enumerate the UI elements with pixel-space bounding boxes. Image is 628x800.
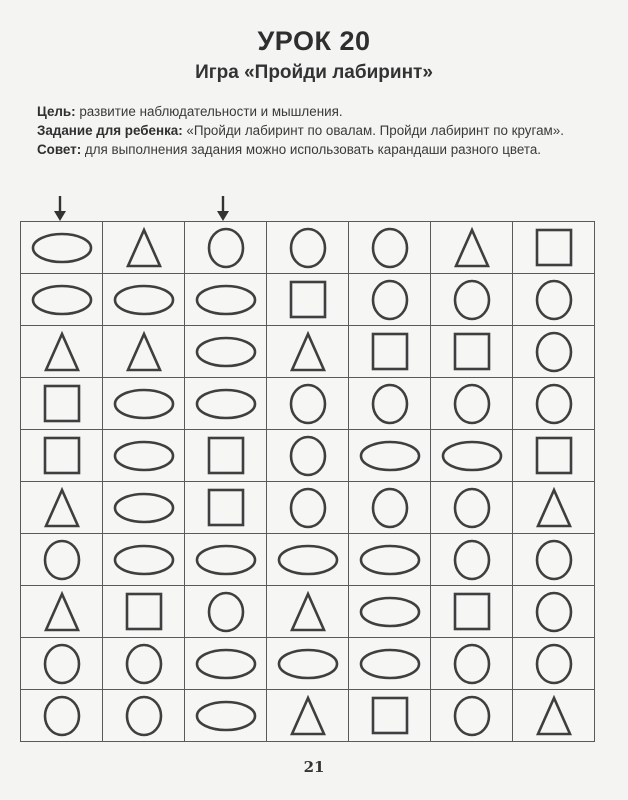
maze-cell-circle[interactable] [431, 534, 513, 586]
triangle-icon [30, 330, 94, 374]
square-icon [358, 694, 422, 738]
maze-cell-square[interactable] [431, 326, 513, 378]
circle-icon [358, 226, 422, 270]
triangle-icon [440, 226, 504, 270]
circle-icon [30, 694, 94, 738]
game-title: Игра «Пройди лабиринт» [195, 62, 433, 83]
maze-cell-circle[interactable] [21, 534, 103, 586]
maze-cell-circle[interactable] [21, 690, 103, 742]
maze-cell-circle[interactable] [431, 274, 513, 326]
maze-cell-oval[interactable] [103, 534, 185, 586]
task-paragraph [20, 121, 586, 140]
maze-row [21, 690, 595, 742]
maze-cell-oval[interactable] [267, 638, 349, 690]
maze-cell-triangle[interactable] [267, 690, 349, 742]
maze-cell-oval[interactable] [349, 430, 431, 482]
maze-cell-square[interactable] [513, 430, 595, 482]
maze-cell-oval[interactable] [103, 482, 185, 534]
circle-icon [276, 486, 340, 530]
maze-cell-circle[interactable] [103, 638, 185, 690]
square-icon [358, 330, 422, 374]
maze-cell-oval[interactable] [185, 326, 267, 378]
oval-icon [30, 226, 94, 270]
oval-icon [358, 538, 422, 582]
maze-cell-circle[interactable] [21, 638, 103, 690]
maze-cell-circle[interactable] [431, 690, 513, 742]
triangle-icon [276, 330, 340, 374]
maze-cell-circle[interactable] [513, 638, 595, 690]
task-label: Задание для ребенка: [37, 123, 183, 138]
maze-cell-circle[interactable] [431, 378, 513, 430]
circle-icon [440, 694, 504, 738]
maze-cell-oval[interactable] [103, 274, 185, 326]
maze-row [21, 586, 595, 638]
oval-icon [112, 434, 176, 478]
maze-cell-square[interactable] [21, 430, 103, 482]
maze-cell-oval[interactable] [349, 638, 431, 690]
maze-cell-oval[interactable] [21, 274, 103, 326]
maze-cell-circle[interactable] [185, 222, 267, 274]
oval-icon [194, 382, 258, 426]
oval-icon [112, 538, 176, 582]
circle-icon [522, 382, 586, 426]
page-number: 21 [303, 758, 325, 776]
circle-icon [522, 538, 586, 582]
tip-label: Совет: [37, 142, 82, 157]
maze-cell-oval[interactable] [185, 274, 267, 326]
maze-cell-square[interactable] [267, 274, 349, 326]
circle-icon [276, 434, 340, 478]
oval-icon [194, 694, 258, 738]
maze-cell-square[interactable] [185, 482, 267, 534]
circle-icon [522, 642, 586, 686]
maze-cell-oval[interactable] [185, 534, 267, 586]
maze-row [21, 534, 595, 586]
circle-icon [112, 642, 176, 686]
maze-row [21, 638, 595, 690]
maze-cell-square[interactable] [431, 586, 513, 638]
goal-text: развитие наблюдательности и мышления. [75, 104, 343, 119]
maze-cell-oval[interactable] [185, 378, 267, 430]
oval-icon [276, 538, 340, 582]
maze-cell-oval[interactable] [21, 222, 103, 274]
triangle-icon [30, 590, 94, 634]
maze-cell-circle[interactable] [513, 586, 595, 638]
maze-cell-circle[interactable] [513, 274, 595, 326]
maze-cell-circle[interactable] [431, 482, 513, 534]
maze-cell-circle[interactable] [267, 430, 349, 482]
maze-row [21, 326, 595, 378]
maze-cell-triangle[interactable] [103, 222, 185, 274]
circle-icon [30, 642, 94, 686]
oval-icon [276, 642, 340, 686]
maze-cell-oval[interactable] [267, 534, 349, 586]
square-icon [440, 330, 504, 374]
oval-icon [112, 278, 176, 322]
square-icon [194, 486, 258, 530]
maze-cell-oval[interactable] [185, 638, 267, 690]
maze-row [21, 482, 595, 534]
circle-icon [522, 330, 586, 374]
oval-icon [194, 538, 258, 582]
square-icon [30, 434, 94, 478]
square-icon [112, 590, 176, 634]
maze-cell-square[interactable] [185, 430, 267, 482]
maze-cell-triangle[interactable] [267, 326, 349, 378]
triangle-icon [30, 486, 94, 530]
square-icon [194, 434, 258, 478]
maze-cell-triangle[interactable] [21, 586, 103, 638]
maze-cell-square[interactable] [513, 222, 595, 274]
arrow-down-icon [53, 196, 67, 222]
tip-text: для выполнения задания можно использовать карандаши разного цвета. [81, 142, 541, 157]
maze-cell-circle[interactable] [349, 274, 431, 326]
circle-icon [358, 382, 422, 426]
maze-cell-square[interactable] [349, 326, 431, 378]
tip-paragraph [20, 140, 586, 159]
square-icon [440, 590, 504, 634]
maze-cell-oval[interactable] [103, 430, 185, 482]
maze-row [21, 222, 595, 274]
oval-icon [194, 278, 258, 322]
maze-cell-circle[interactable] [185, 586, 267, 638]
oval-icon [194, 642, 258, 686]
circle-icon [358, 278, 422, 322]
maze-cell-circle[interactable] [349, 378, 431, 430]
circle-icon [440, 382, 504, 426]
maze-cell-square[interactable] [349, 690, 431, 742]
maze-cell-oval[interactable] [103, 378, 185, 430]
circle-icon [276, 226, 340, 270]
goal-paragraph [20, 102, 586, 121]
lesson-title: УРОК 20 [257, 26, 371, 56]
maze-cell-triangle[interactable] [21, 482, 103, 534]
maze-cell-oval[interactable] [349, 586, 431, 638]
circle-icon [276, 382, 340, 426]
maze-cell-square[interactable] [103, 586, 185, 638]
triangle-icon [522, 694, 586, 738]
oval-icon [30, 278, 94, 322]
maze-cell-circle[interactable] [267, 378, 349, 430]
circle-icon [522, 590, 586, 634]
maze-row [21, 430, 595, 482]
oval-icon [358, 434, 422, 478]
oval-icon [358, 642, 422, 686]
circle-icon [440, 642, 504, 686]
circle-icon [194, 226, 258, 270]
maze-cell-triangle[interactable] [21, 326, 103, 378]
maze-row [21, 378, 595, 430]
arrow-down-icon [216, 196, 230, 222]
maze-cell-triangle[interactable] [513, 690, 595, 742]
maze-cell-triangle[interactable] [431, 222, 513, 274]
circle-icon [522, 278, 586, 322]
maze-cell-circle[interactable] [349, 222, 431, 274]
maze-cell-circle[interactable] [103, 690, 185, 742]
triangle-icon [522, 486, 586, 530]
maze-cell-circle[interactable] [267, 222, 349, 274]
maze-row [21, 274, 595, 326]
instructions [20, 102, 586, 159]
circle-icon [440, 278, 504, 322]
maze-cell-triangle[interactable] [103, 326, 185, 378]
circle-icon [30, 538, 94, 582]
triangle-icon [112, 226, 176, 270]
maze-grid [20, 221, 595, 742]
square-icon [30, 382, 94, 426]
maze-cell-circle[interactable] [267, 482, 349, 534]
oval-icon [358, 590, 422, 634]
maze-cell-triangle[interactable] [267, 586, 349, 638]
triangle-icon [276, 694, 340, 738]
maze-cell-circle[interactable] [431, 638, 513, 690]
maze-cell-circle[interactable] [513, 378, 595, 430]
circle-icon [440, 538, 504, 582]
circle-icon [440, 486, 504, 530]
maze-cell-oval[interactable] [431, 430, 513, 482]
goal-label: Цель: [37, 104, 76, 119]
oval-icon [112, 382, 176, 426]
circle-icon [194, 590, 258, 634]
circle-icon [112, 694, 176, 738]
maze-cell-circle[interactable] [513, 326, 595, 378]
circle-icon [358, 486, 422, 530]
maze-cell-oval[interactable] [185, 690, 267, 742]
oval-icon [194, 330, 258, 374]
task-text: «Пройди лабиринт по овалам. Пройди лабиринт по кругам». [182, 123, 564, 138]
maze-cell-oval[interactable] [349, 534, 431, 586]
maze-cell-circle[interactable] [349, 482, 431, 534]
triangle-icon [276, 590, 340, 634]
oval-icon [112, 486, 176, 530]
square-icon [522, 434, 586, 478]
maze-cell-circle[interactable] [513, 534, 595, 586]
square-icon [276, 278, 340, 322]
square-icon [522, 226, 586, 270]
maze-cell-triangle[interactable] [513, 482, 595, 534]
triangle-icon [112, 330, 176, 374]
oval-icon [440, 434, 504, 478]
maze-cell-square[interactable] [21, 378, 103, 430]
